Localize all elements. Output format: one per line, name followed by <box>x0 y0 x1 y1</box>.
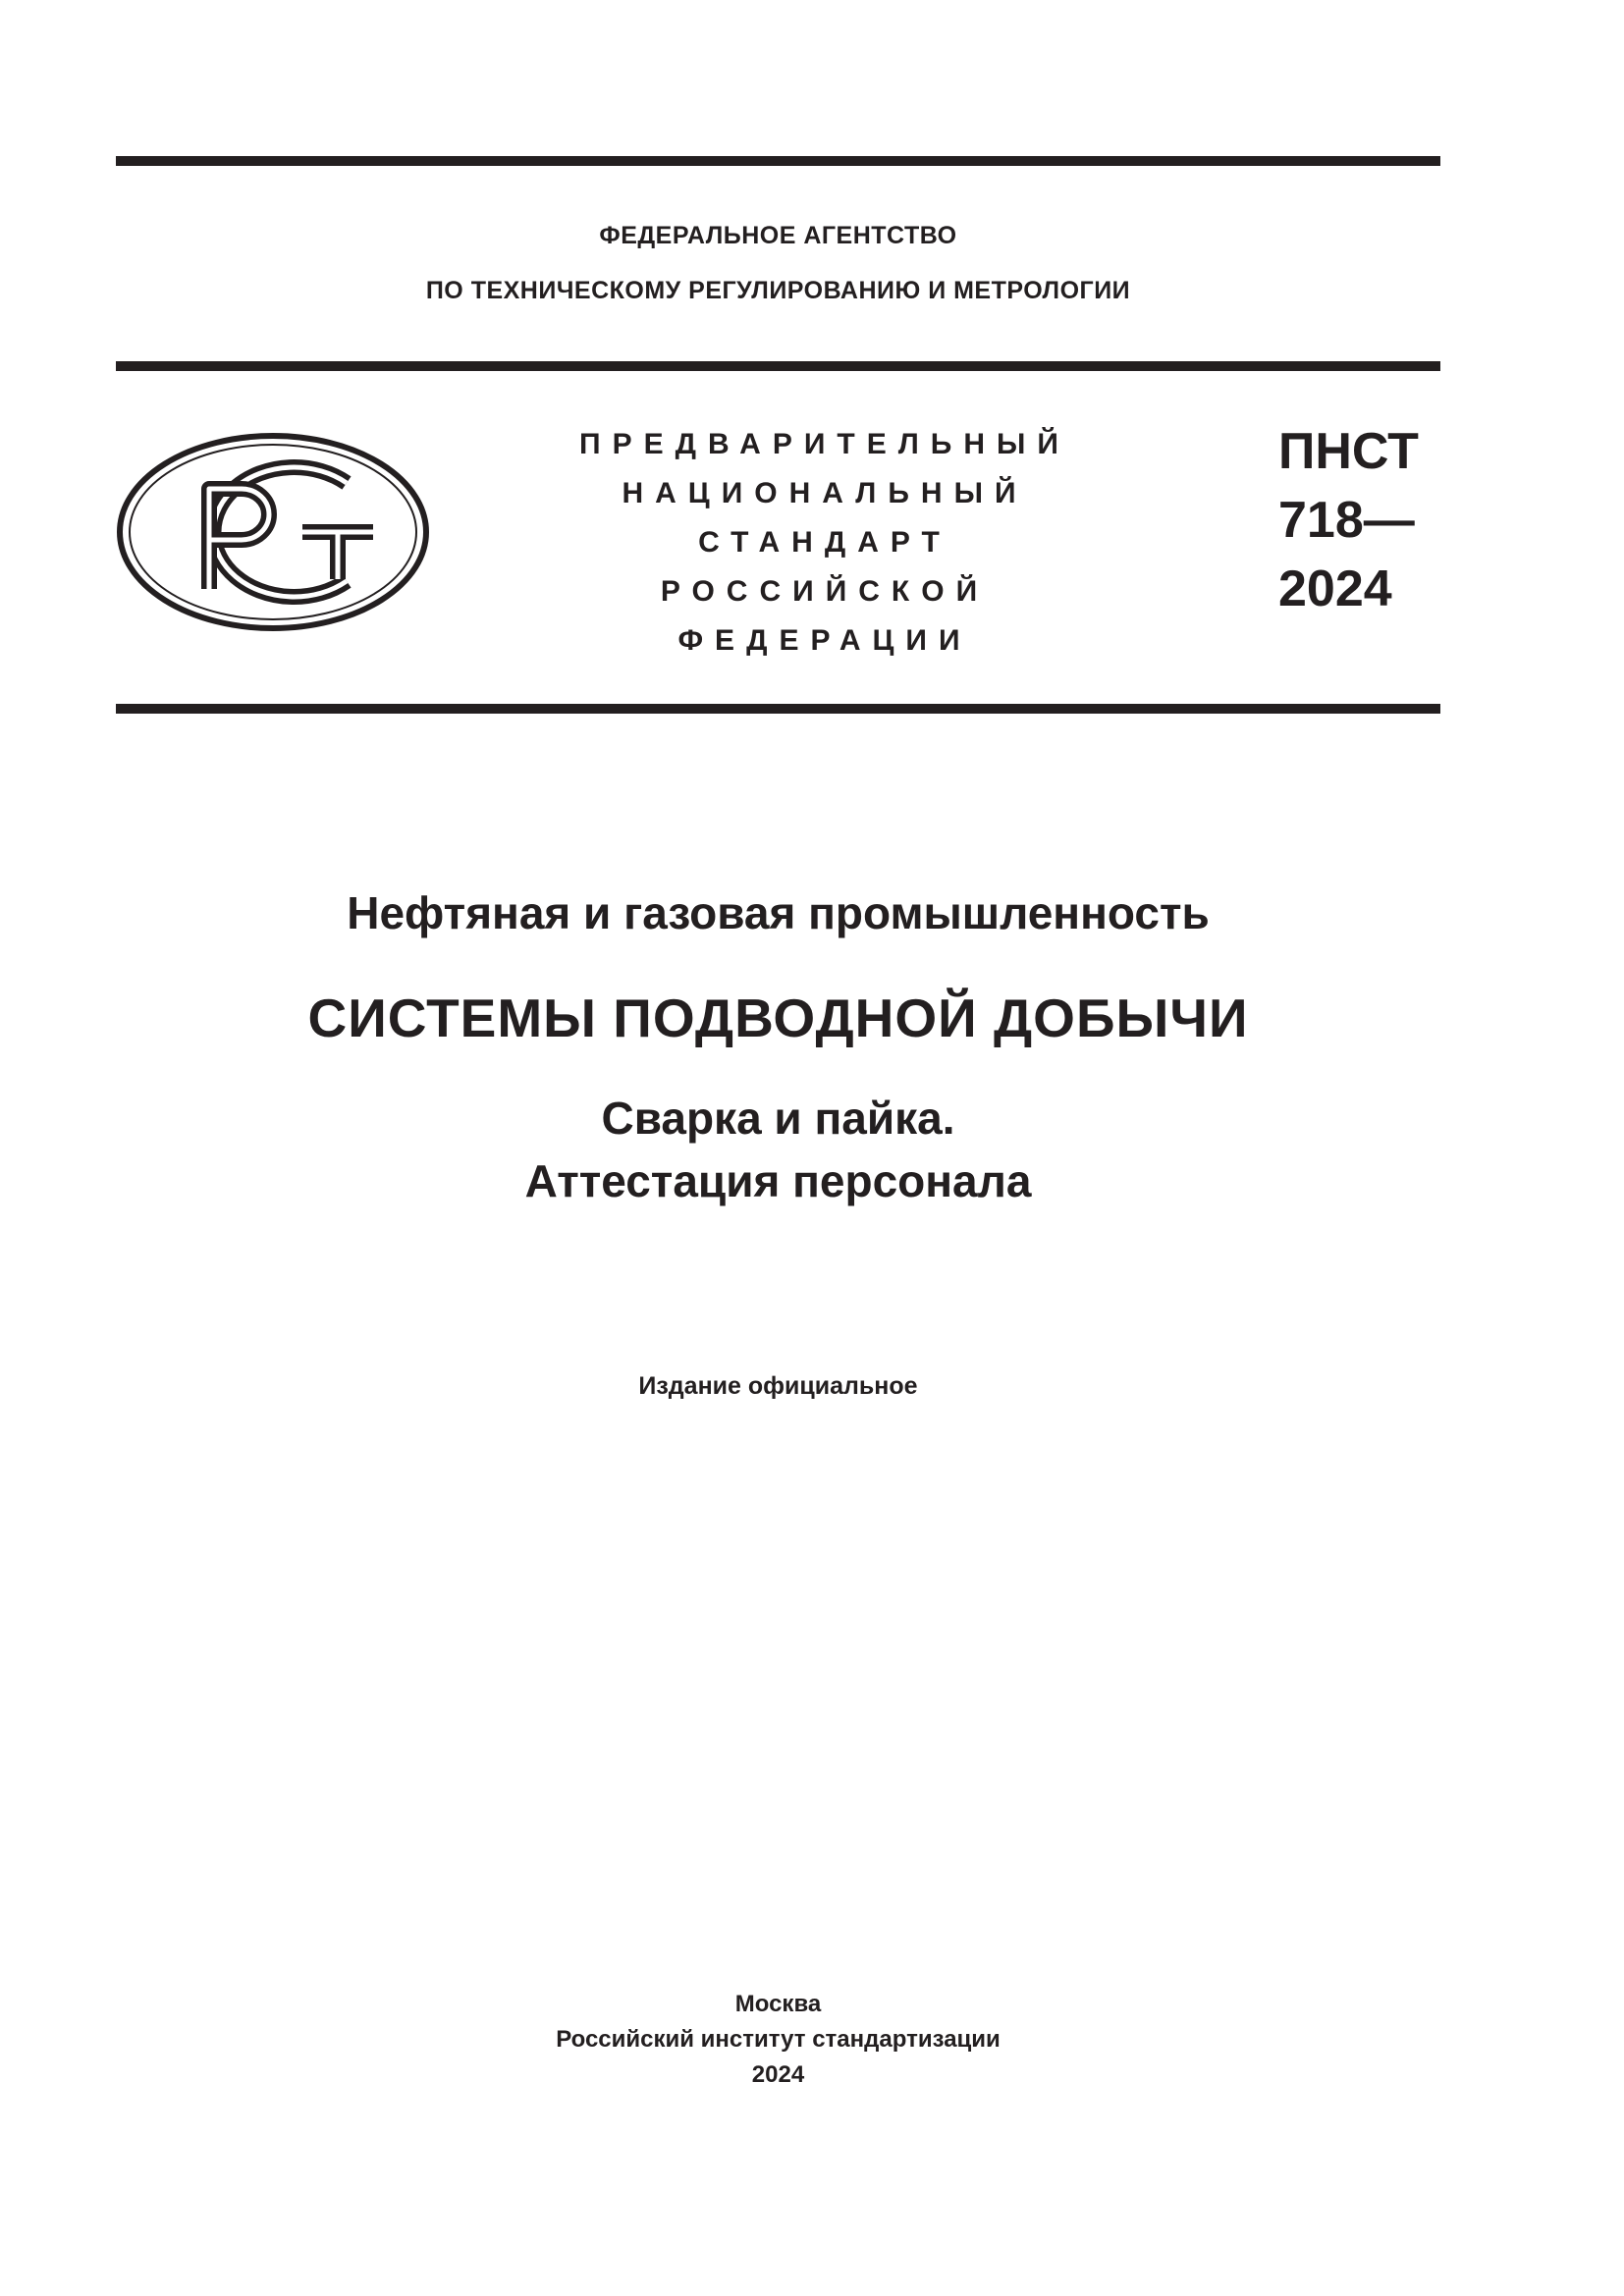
title-subtitle-line-2: Аттестация персонала <box>524 1155 1032 1206</box>
standard-type <box>550 420 1100 666</box>
imprint <box>116 1987 1440 2093</box>
middle-rule <box>116 361 1440 371</box>
standard-type-line-5: ФЕДЕРАЦИИ <box>677 624 972 657</box>
imprint-publisher: Российский институт стандартизации <box>556 2026 1001 2053</box>
imprint-year: 2024 <box>751 2061 805 2088</box>
standard-number-line-3: 2024 <box>1278 561 1392 617</box>
edition-label: Издание официальное <box>638 1372 918 1400</box>
standard-type-line-2: НАЦИОНАЛЬНЫЙ <box>622 477 1028 509</box>
title-industry: Нефтяная и газовая промышленность <box>347 887 1210 938</box>
standard-number-line-1: ПНСТ <box>1278 423 1419 480</box>
gost-r-logo-icon <box>116 432 430 633</box>
standard-type-line-4: РОССИЙСКОЙ <box>660 575 990 608</box>
imprint-city: Москва <box>734 1991 822 2017</box>
standard-number <box>1278 417 1419 623</box>
standard-type-line-1: ПРЕДВАРИТЕЛЬНЫЙ <box>579 428 1070 460</box>
title-main: СИСТЕМЫ ПОДВОДНОЙ ДОБЫЧИ <box>307 988 1249 1048</box>
agency-line-1: ФЕДЕРАЛЬНОЕ АГЕНТСТВО <box>599 222 957 249</box>
standard-number-line-2: 718— <box>1278 492 1415 549</box>
agency-line-2: ПО ТЕХНИЧЕСКОМУ РЕГУЛИРОВАНИЮ И МЕТРОЛОГИИ <box>425 277 1131 304</box>
top-rule <box>116 156 1440 166</box>
title-subtitle <box>116 1087 1440 1212</box>
title-subtitle-line-1: Сварка и пайка. <box>601 1093 955 1144</box>
bottom-rule <box>116 704 1440 714</box>
standard-type-line-3: СТАНДАРТ <box>698 526 951 559</box>
